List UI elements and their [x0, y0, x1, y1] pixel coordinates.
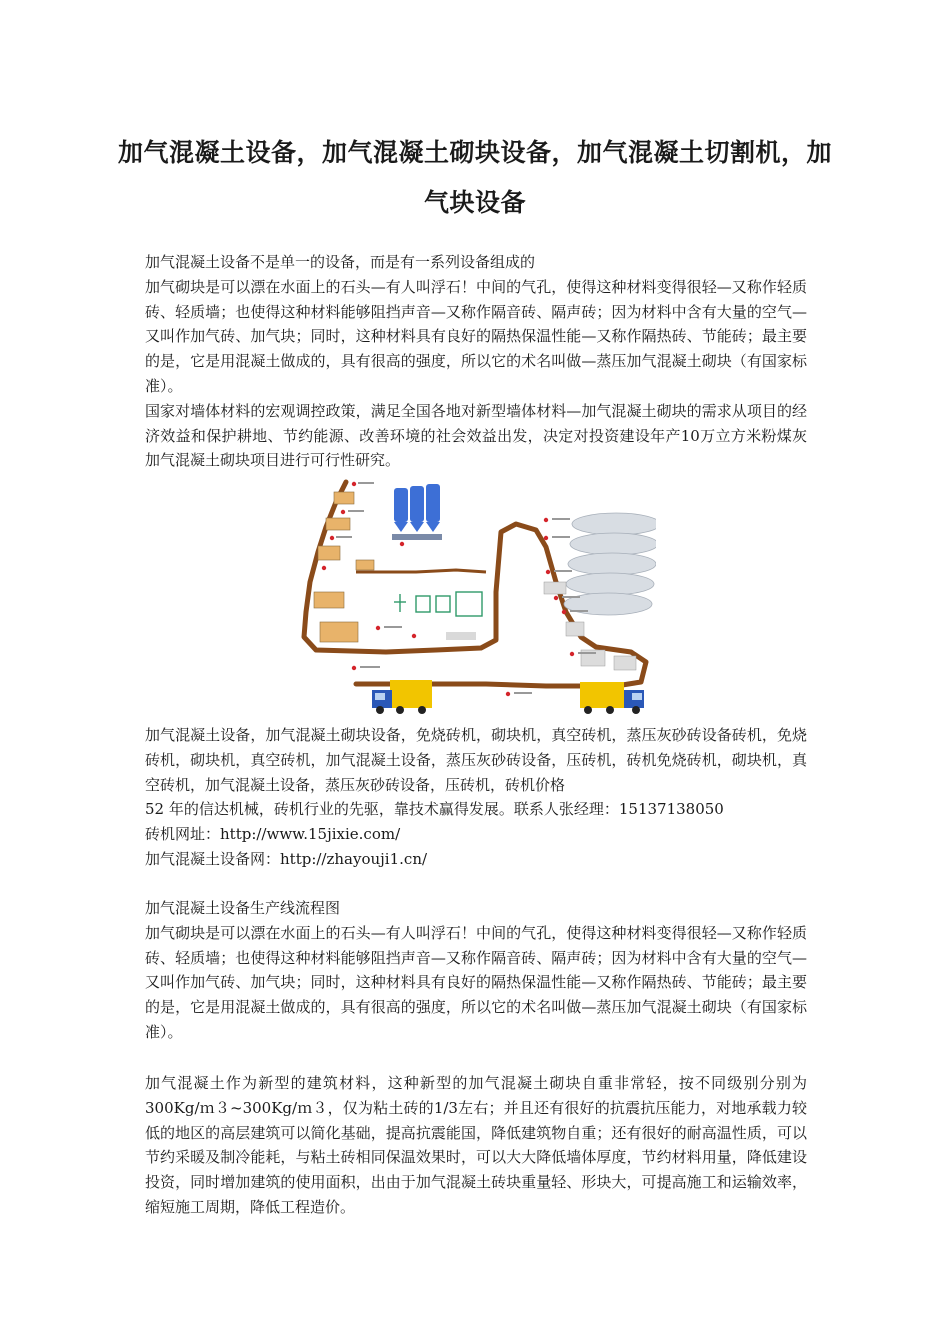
page-title: 加气混凝土设备，加气混凝土砌块设备，加气混凝土切割机，加气块设备 — [117, 138, 832, 217]
section-3-paragraph: 加气混凝土作为新型的建筑材料，这种新型的加气混凝土砌块自重非常轻，按不同级别分别为300Kg/ｍ３~300Kg/ｍ３，仅为粘土砖的1/3左右；并且还有很好的抗震抗压能力，对地承载力较低的地区的高层建筑可以简化基础，提高抗震能国，降低建筑物自重；还有很好的耐高温性质，可以节约采暖及制冷能耗，与粘土砖相同保温效果时，可以大大降低墙体厚度，节约材料用量，降低建设投资，同时增加建筑的使用面积，出由于加气混凝土砖块重量轻、形块大，可提高施工和运输效率，缩短施工周期，降低工程造价。 — [145, 1074, 807, 1216]
intro-line-1: 加气混凝土设备不是单一的设备，而是有一系列设备组成的 — [145, 253, 536, 271]
website-link-2[interactable]: 加气混凝土设备网：http://zhayouji1.cn/ — [145, 849, 428, 868]
middle-section — [145, 723, 807, 872]
section-2 — [145, 896, 807, 1045]
intro-section — [145, 250, 807, 473]
section-2-paragraph: 加气砌块是可以漂在水面上的石头—有人叫浮石！中间的气孔，使得这种材料变得很轻—又称作轻质砖、轻质墙；也使得这种材料能够阻挡声音—又称作隔音砖、隔声砖；因为材料中含有大量的空气—又叫作加气砖、加气块；同时，这种材料具有良好的隔热保温性能—又称作隔热砖、节能砖；最主要的是，它是用混凝土做成的，具有很高的强度，所以它的术名叫做—蒸压加气混凝土砌块（有国家标准）。 — [145, 923, 807, 1041]
intro-paragraph-2: 加气砌块是可以漂在水面上的石头—有人叫浮石！中间的气孔，使得这种材料变得很轻—又称作轻质砖、轻质墙；也使得这种材料能够阻挡声音—又称作隔音砖、隔声砖；因为材料中含有大量的空气—又叫作加气砖、加气块；同时，这种材料具有良好的隔热保温性能—又称作隔热砖、节能砖；最主要的是，它是用混凝土做成的，具有很高的强度，所以它的术名叫做—蒸压加气混凝土砌块（有国家标准）。 — [145, 277, 807, 395]
section-3 — [145, 1071, 807, 1220]
company-contact: 52 年的信达机械，砖机行业的先驱，靠技术赢得发展。联系人张经理：15137138050 — [145, 800, 724, 819]
section-2-heading: 加气混凝土设备生产线流程图 — [145, 899, 341, 917]
website-link-1[interactable]: 砖机网址：http://www.15jixie.com/ — [145, 825, 401, 844]
equipment-keywords: 加气混凝土设备，加气混凝土砌块设备，免烧砖机，砌块机，真空砖机，蒸压灰砂砖设备砖机，免烧砖机，砌块机，真空砖机，加气混凝土设备，蒸压灰砂砖设备，压砖机，砖机免烧砖机，砌块机，真空砖机，加气混凝土设备，蒸压灰砂砖设备，压砖机，砖机价格 — [145, 726, 807, 794]
production-line-diagram — [296, 472, 656, 716]
intro-paragraph-3: 国家对墙体材料的宏观调控政策，满足全国各地对新型墙体材料—加气混凝土砌块的需求从项目的经济效益和保护耕地、节约能源、改善环境的社会效益出发，决定对投资建设年产10万立方米粉煤灰加气混凝土砌块项目进行可行性研究。 — [145, 401, 807, 470]
